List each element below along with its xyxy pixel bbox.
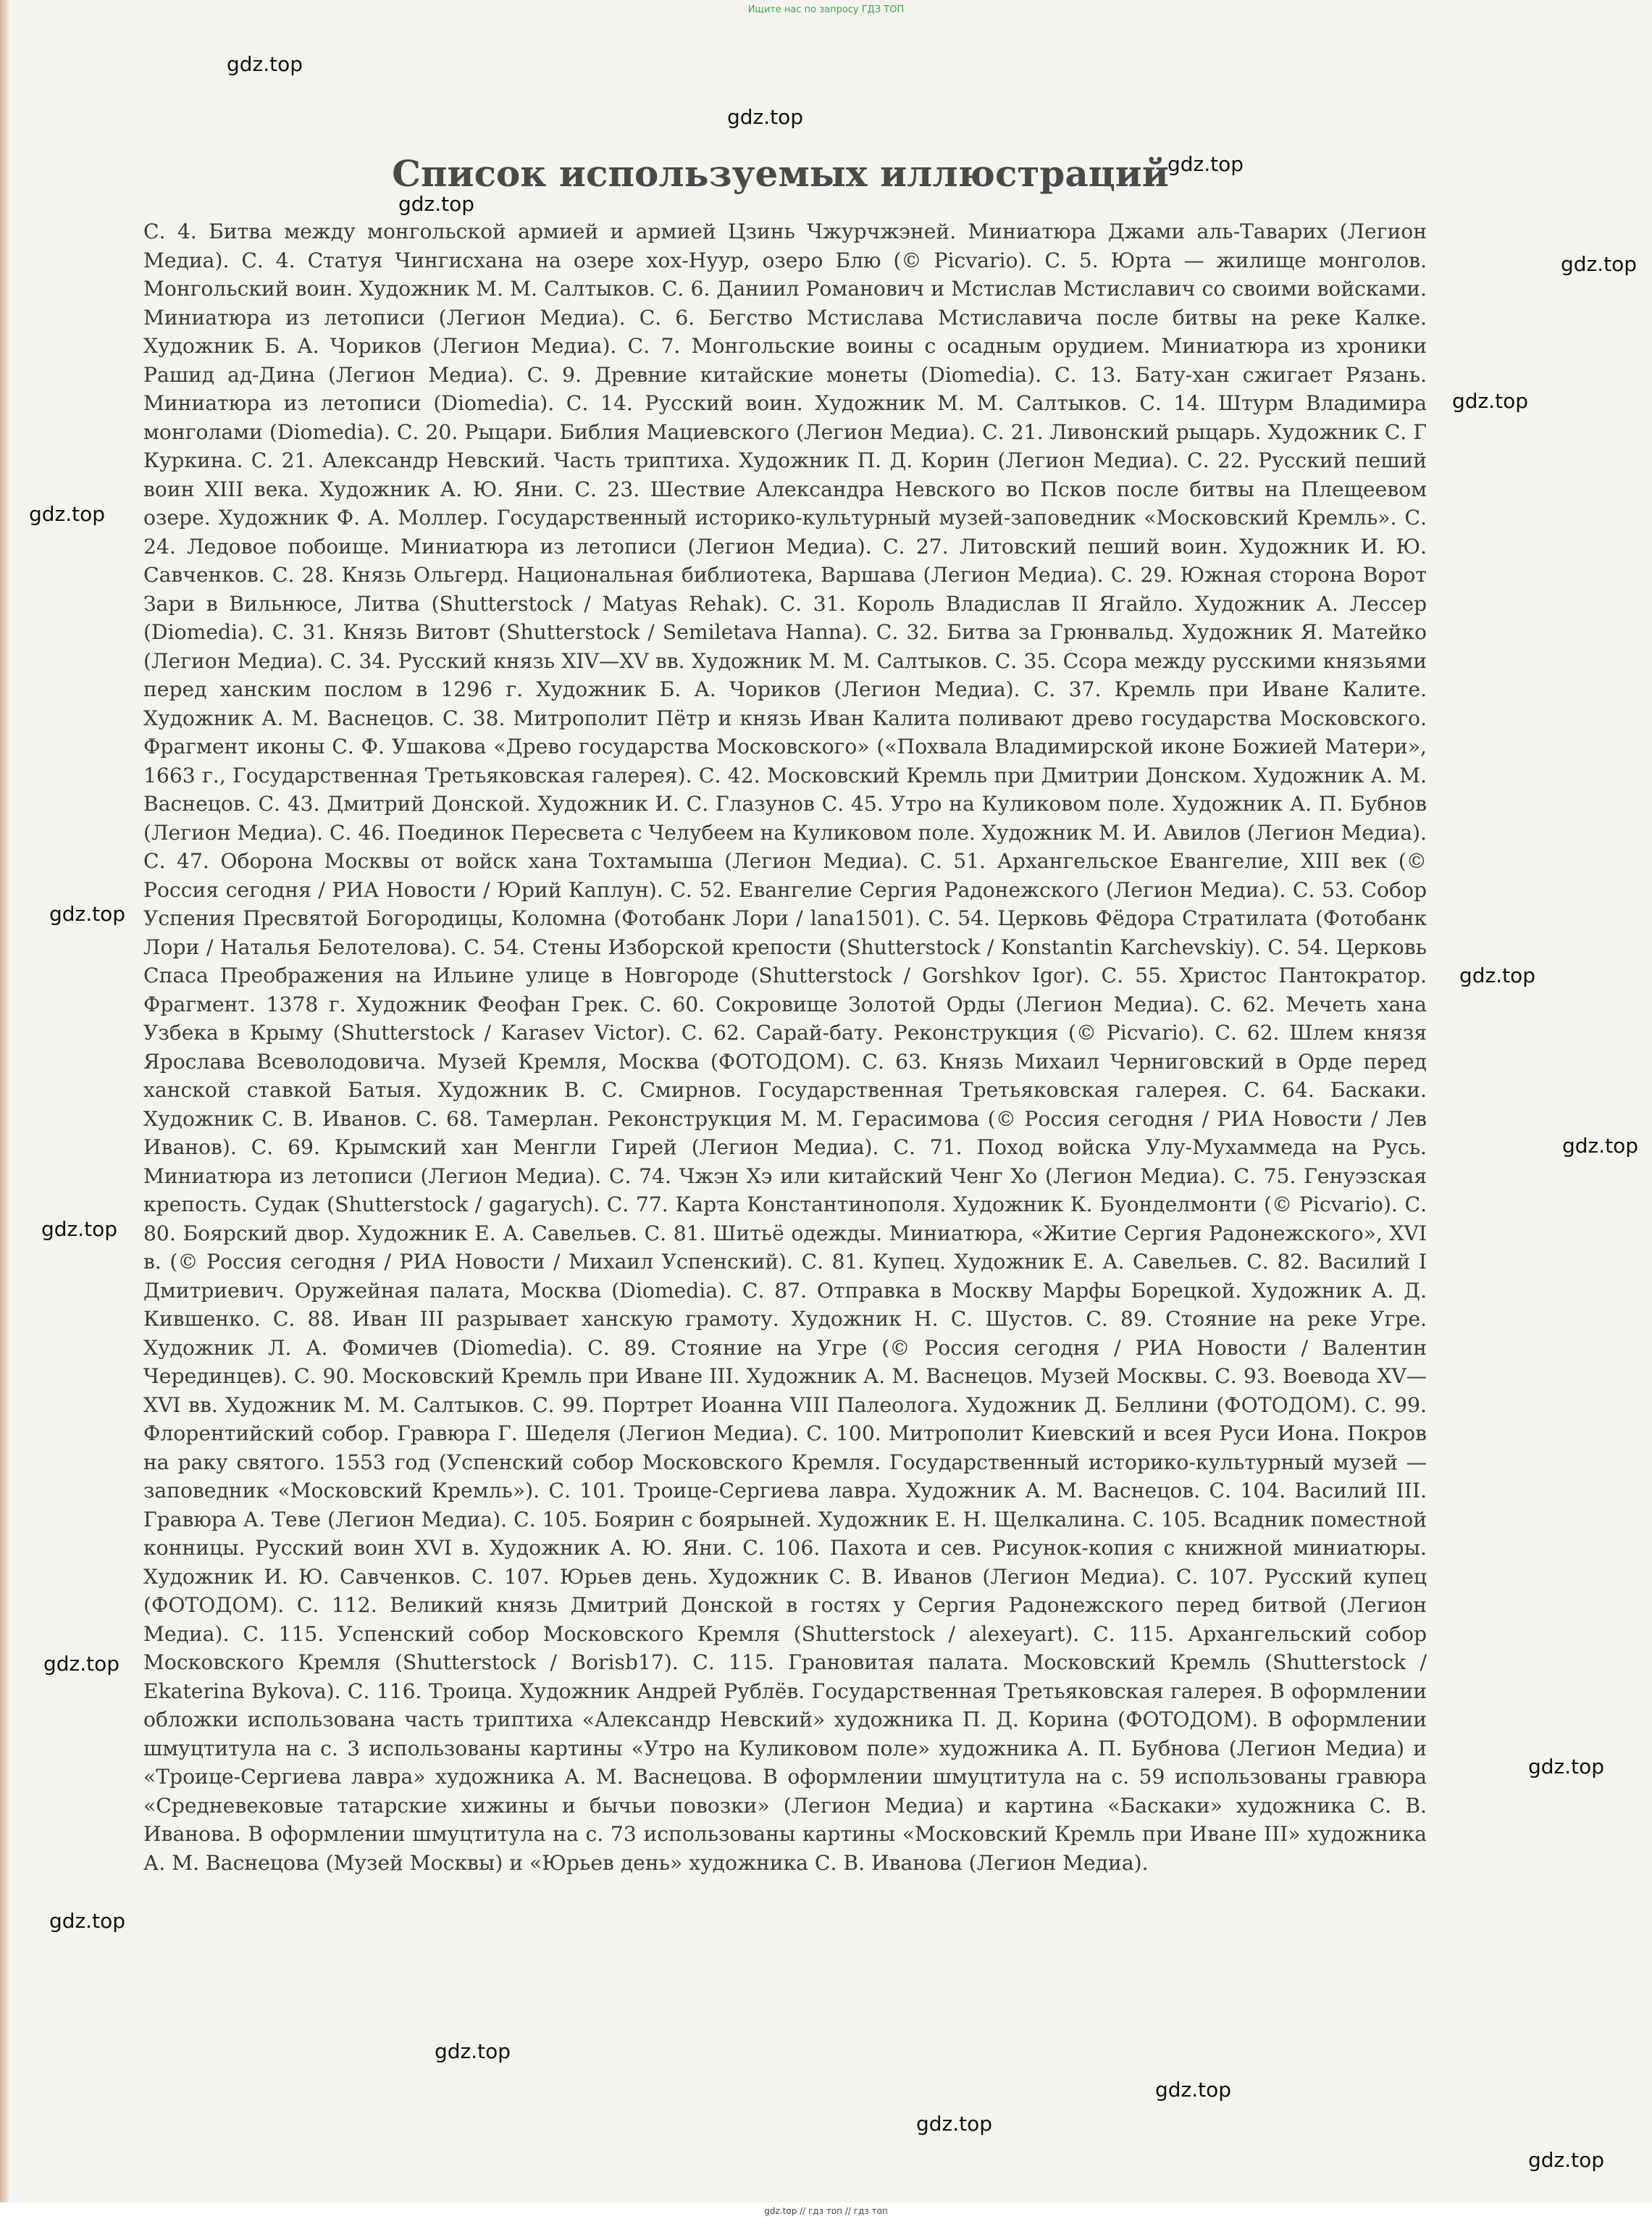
watermark: gdz.top: [398, 192, 475, 216]
watermark: gdz.top: [41, 1217, 118, 1241]
watermark: gdz.top: [1155, 2078, 1232, 2102]
watermark: gdz.top: [49, 902, 126, 926]
site-search-hint: Ищите нас по запросу ГДЗ ТОП: [747, 4, 905, 15]
watermark: gdz.top: [1561, 252, 1638, 276]
watermark: gdz.top: [1528, 1755, 1605, 1779]
watermark: gdz.top: [727, 105, 804, 129]
watermark: gdz.top: [29, 502, 106, 526]
watermark: gdz.top: [435, 2039, 511, 2063]
page-spine-edge: [0, 0, 10, 2219]
watermark: gdz.top: [227, 52, 303, 76]
watermark: gdz.top: [49, 1909, 126, 1933]
watermark: gdz.top: [1167, 152, 1244, 176]
watermark: gdz.top: [43, 1652, 120, 1676]
watermark: gdz.top: [916, 2112, 993, 2136]
illustrations-list-text: С. 4. Битва между монгольской армией и армией Цзинь Чжурчжэней. Миниатюра Джами аль-Таварих (Легион Медиа). С. 4. Статуя Чингисхана на озере хох-Нуур, озеро Блю (© Picvario). С. 5. Юрта — жилище монголов. Монгольский воин. Художник М. М. Салтыков. С. 6. Даниил Романович и Мстислав Мстиславич со своими войсками. Миниатюра из летописи (Легион Медиа). С. 6. Бегство Мстислава Мстиславича после битвы на реке Калке. Художник Б. А. Чориков (Легион Медиа). С. 7. Монгольские воины с осадным орудием. Миниатюра из хроники Рашид ад-Дина (Легион Медиа). С. 9. Древние китайские монеты (Diomedia). С. 13. Бату-хан сжигает Рязань. Миниатюра из летописи (Diomedia). С. 14. Русский воин. Художник М. М. Салтыков. С. 14. Штурм Владимира монголами (Diomedia). С. 20. Рыцари. Библия Мациевского (Легион Медиа). С. 21. Ливонский рыцарь. Художник С. Г Куркина. С. 21. Александр Невский. Часть триптиха. Художник П. Д. Корин (Легион Медиа). С. 22. Русский пеший воин XIII века. Художник А. Ю. Яни. С. 23. Шествие Александра Невского во Псков после битвы на Плещеевом озере. Художник Ф. А. Моллер. Государственный историко-культурный музей-заповедник «Московский Кремль». С. 24. Ледовое побоище. Миниатюра из летописи (Легион Медиа). С. 27. Литовский пеший воин. Художник И. Ю. Савченков. С. 28. Князь Ольгерд. Национальная библиотека, Варшава (Легион Медиа). С. 29. Южная сторона Ворот Зари в Вильнюсе, Литва (Shutterstock / Matyas Rehak). С. 31. Король Владислав II Ягайло. Художник А. Лессер (Diomedia). С. 31. Князь Витовт (Shutterstock / Semiletava Hanna). С. 32. Битва за Грюнвальд. Художник Я. Матейко (Легион Медиа). С. 34. Русский князь XIV—XV вв. Художник М. М. Салтыков. С. 35. Ссора между русскими князьями перед ханским послом в 1296 г. Художник Б. А. Чориков (Легион Медиа). С. 37. Кремль при Иване Калите. Художник А. М. Васнецов. С. 38. Митрополит Пётр и князь Иван Калита поливают древо государства Московского. Фрагмент иконы С. Ф. Ушакова «Древо государства Московского» («Похвала Владимирской иконе Божией Матери», 1663 г., Государственная Третьяковская галерея). С. 42. Московский Кремль при Дмитрии Донском. Художник А. М. Васнецов. С. 43. Дмитрий Донской. Художник И. С. Глазунов С. 45. Утро на Куликовом поле. Художник А. П. Бубнов (Легион Медиа). С. 46. Поединок Пересвета с Челубеем на Куликовом поле. Художник М. И. Авилов (Легион Медиа). С. 47. Оборона Москвы от войск хана Тохтамыша (Легион Медиа). С. 51. Архангельское Евангелие, XIII век (© Россия сегодня / РИА Новости / Юрий Каплун). С. 52. Евангелие Сергия Радонежского (Легион Медиа). С. 53. Собор Успения Пресвятой Богородицы, Коломна (Фотобанк Лори / lana1501). С. 54. Церковь Фёдора Стратилата (Фотобанк Лори / Наталья Белотелова). С. 54. Стены Изборской крепости (Shutterstock / Konstantin Karchevskiy). С. 54. Церковь Спаса Преображения на Ильине улице в Новгороде (Shutterstock / Gorshkov Igor). С. 55. Христос Пантократор. Фрагмент. 1378 г. Художник Феофан Грек. С. 60. Сокровище Золотой Орды (Легион Медиа). С. 62. Мечеть хана Узбека в Крыму (Shutterstock / Karasev Victor). С. 62. Сарай-бату. Реконструкция (© Picvario). С. 62. Шлем князя Ярослава Всеволодовича. Музей Кремля, Москва (ФОТОДОМ). С. 63. Князь Михаил Черниговский в Орде перед ханской ставкой Батыя. Художник В. С. Смирнов. Государственная Третьяковская галерея. С. 64. Баскаки. Художник С. В. Иванов. С. 68. Тамерлан. Реконструкция М. М. Герасимова (© Россия сегодня / РИА Новости / Лев Иванов). С. 69. Крымский хан Менгли Гирей (Легион Медиа). С. 71. Поход войска Улу-Мухаммеда на Русь. Миниатюра из летописи (Легион Медиа). С. 74. Чжэн Хэ или китайский Ченг Хо (Легион Медиа). С. 75. Генуэзская крепость. Судак (Shutterstock / gagarych). С. 77. Карта Константинополя. Художник К. Буонделмонти (© Picvario). С. 80. Боярский двор. Художник Е. А. Савельев. С. 81. Шитьё одежды. Миниатюра, «Житие Сергия Радонежского», XVI в. (© Россия сегодня / РИА Новости / Михаил Успенский). С. 81. Купец. Художник Е. А. Савельев. С. 82. Василий I Дмитриевич. Оружейная палата, Москва (Diomedia). С. 87. Отправка в Москву Марфы Борецкой. Художник А. Д. Кившенко. С. 88. Иван III разрывает ханскую грамоту. Художник Н. С. Шустов. С. 89. Стояние на реке Угре. Художник Л. А. Фомичев (Diomedia). С. 89. Стояние на Угре (© Россия сегодня / РИА Новости / Валентин Черединцев). С. 90. Московский Кремль при Иване III. Художник А. М. Васнецов. Музей Москвы. С. 93. Воевода XV—XVI вв. Художник М. М. Салтыков. С. 99. Портрет Иоанна VIII Палеолога. Художник Д. Беллини (ФОТОДОМ). С. 99. Флорентийский собор. Гравюра Г. Шеделя (Легион Медиа). С. 100. Митрополит Киевский и всея Руси Иона. Покров на раку святого. 1553 год (Успенский собор Московского Кремля. Государственный историко-культурный музей — заповедник «Московский Кремль»). С. 101. Троице-Сергиева лавра. Художник А. М. Васнецов. С. 104. Василий III. Гравюра А. Теве (Легион Медиа). С. 105. Боярин с боярыней. Художник Е. Н. Щелкалина. С. 105. Всадник поместной конницы. Русский воин XVI в. Художник А. Ю. Яни. С. 106. Пахота и сев. Рисунок-копия с книжной миниатюры. Художник И. Ю. Савченков. С. 107. Юрьев день. Художник С. В. Иванов (Легион Медиа). С. 107. Русский купец (ФОТОДОМ). С. 112. Великий князь Дмитрий Донской в гостях у Сергия Радонежского перед битвой (Легион Медиа). С. 115. Успенский собор Московского Кремля (Shutterstock / alexeyart). С. 115. Архангельский собор Московского Кремля (Shutterstock / Borisb17). С. 115. Грановитая палата. Московский Кремль (Shutterstock / Ekaterina Bykova). С. 116. Троица. Художник Андрей Рублёв. Государственная Третьяковская галерея. В оформлении обложки использована часть триптиха «Александр Невский» художника П. Д. Корина (ФОТОДОМ). В оформлении шмуцтитула на с. 3 использованы картины «Утро на Куликовом поле» художника А. П. Бубнова (Легион Медиа) и «Троице-Сергиева лавра» художника А. М. Васнецова. В оформлении шмуцтитула на с. 59 использованы гравюра «Средневековые татарские хижины и бычьи повозки» (Легион Медиа) и картина «Баскаки» художника С. В. Иванова. В оформлении шмуцтитула на с. 73 использованы картины «Московский Кремль при Иване III» художника А. М. Васнецова (Музей Москвы) и «Юрьев день» художника С. В. Иванова (Легион Медиа).: [143, 220, 1427, 1875]
page-title: Список используемых иллюстраций: [392, 152, 1169, 195]
watermark: gdz.top: [1562, 1134, 1639, 1158]
watermark: gdz.top: [1528, 2148, 1605, 2172]
site-footer-note: gdz.top // гдз топ // гдз топ: [764, 2206, 888, 2216]
watermark: gdz.top: [1459, 964, 1536, 987]
watermark: gdz.top: [1452, 389, 1529, 413]
